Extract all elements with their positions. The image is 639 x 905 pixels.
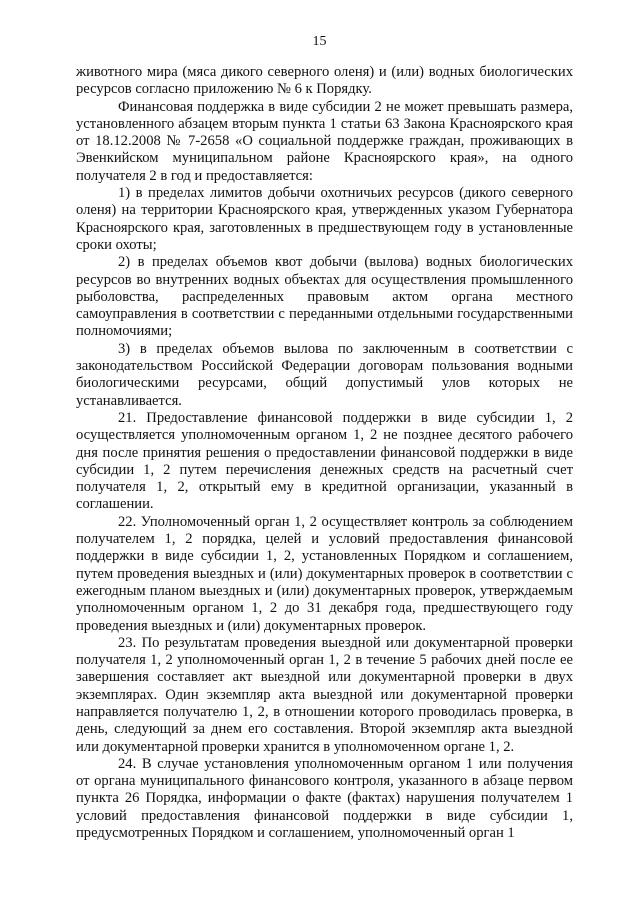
paragraph-clause-22: 22. Уполномоченный орган 1, 2 осуществляет контроль за соблюдением получателем 1, 2 порядка, целей и условий предоставления финансовой поддержки в виде субсидии 1, 2, установленных Порядком и соглашением, путем проведения выездных и (или) документарных проверок в соответствии с ежегодным планом выездных и (или) документарных проверок, утверждаемым уполномоченным органом 1, 2 до 31 декабря года, предшествующего году проведения выездных и (или) документарных проверок. xyxy=(76,513,573,634)
paragraph-clause-24: 24. В случае установления уполномоченным органом 1 или получения от органа муниципального финансового контроля, указанного в абзаце первом пункта 26 Порядка, информации о факте (фактах) нарушения получателем 1 условий предоставления финансовой поддержки в виде субсидии 1, предусмотренных Порядком и соглашением, уполномоченный орган 1 xyxy=(76,755,573,842)
paragraph-item-2: 2) в пределах объемов квот добычи (вылова) водных биологических ресурсов во внутренних водных объектах для осуществления промышленного рыболовства, распределенных правовым актом органа местного самоуправления в соответствии с переданными отдельными государственными полномочиями; xyxy=(76,254,573,340)
paragraph-item-3: 3) в пределах объемов вылова по заключенным в соответствии с законодательством Российской Федерации договорам пользования водными биологическими ресурсами, общий допустимый улов которых не устанавливается. xyxy=(76,340,573,409)
paragraph-subsidy-2-limit: Финансовая поддержка в виде субсидии 2 не может превышать размера, установленного абзацем вторым пункта 1 статьи 63 Закона Красноярского края от 18.12.2008 № 7-2658 «О социальной поддержке граждан, проживающих в Эвенкийском муниципальном районе Красноярского края», на одного получателя 2 в год и предоставляется: xyxy=(76,98,573,184)
page-number: 15 xyxy=(312,34,327,49)
document-body xyxy=(76,64,573,842)
paragraph-continuation: животного мира (мяса дикого северного оленя) и (или) водных биологических ресурсов согласно приложению № 6 к Порядку. xyxy=(76,64,573,98)
paragraph-clause-23: 23. По результатам проведения выездной или документарной проверки получателя 1, 2 уполномоченный орган 1, 2 в течение 5 рабочих дней после ее завершения составляет акт выездной или документарной проверки в двух экземплярах. Один экземпляр акта выездной или документарной проверки направляется получателю 1, 2, в отношении которого проводилась проверка, в день, следующий за днем его составления. Второй экземпляр акта выездной или документарной проверки хранится в уполномоченном органе 1, 2. xyxy=(76,634,573,755)
paragraph-clause-21: 21. Предоставление финансовой поддержки в виде субсидии 1, 2 осуществляется уполномоченным органом 1, 2 не позднее десятого рабочего дня после принятия решения о предоставлении финансовой поддержки в виде субсидии 1, 2 путем перечисления денежных средств на расчетный счет получателя 1, 2, открытый ему в кредитной организации, указанный в соглашении. xyxy=(76,409,573,513)
paragraph-item-1: 1) в пределах лимитов добычи охотничьих ресурсов (дикого северного оленя) на территории Красноярского края, утвержденных указом Губернатора Красноярского края, заготовленных в предшествующем году в установленные сроки охоты; xyxy=(76,185,573,253)
